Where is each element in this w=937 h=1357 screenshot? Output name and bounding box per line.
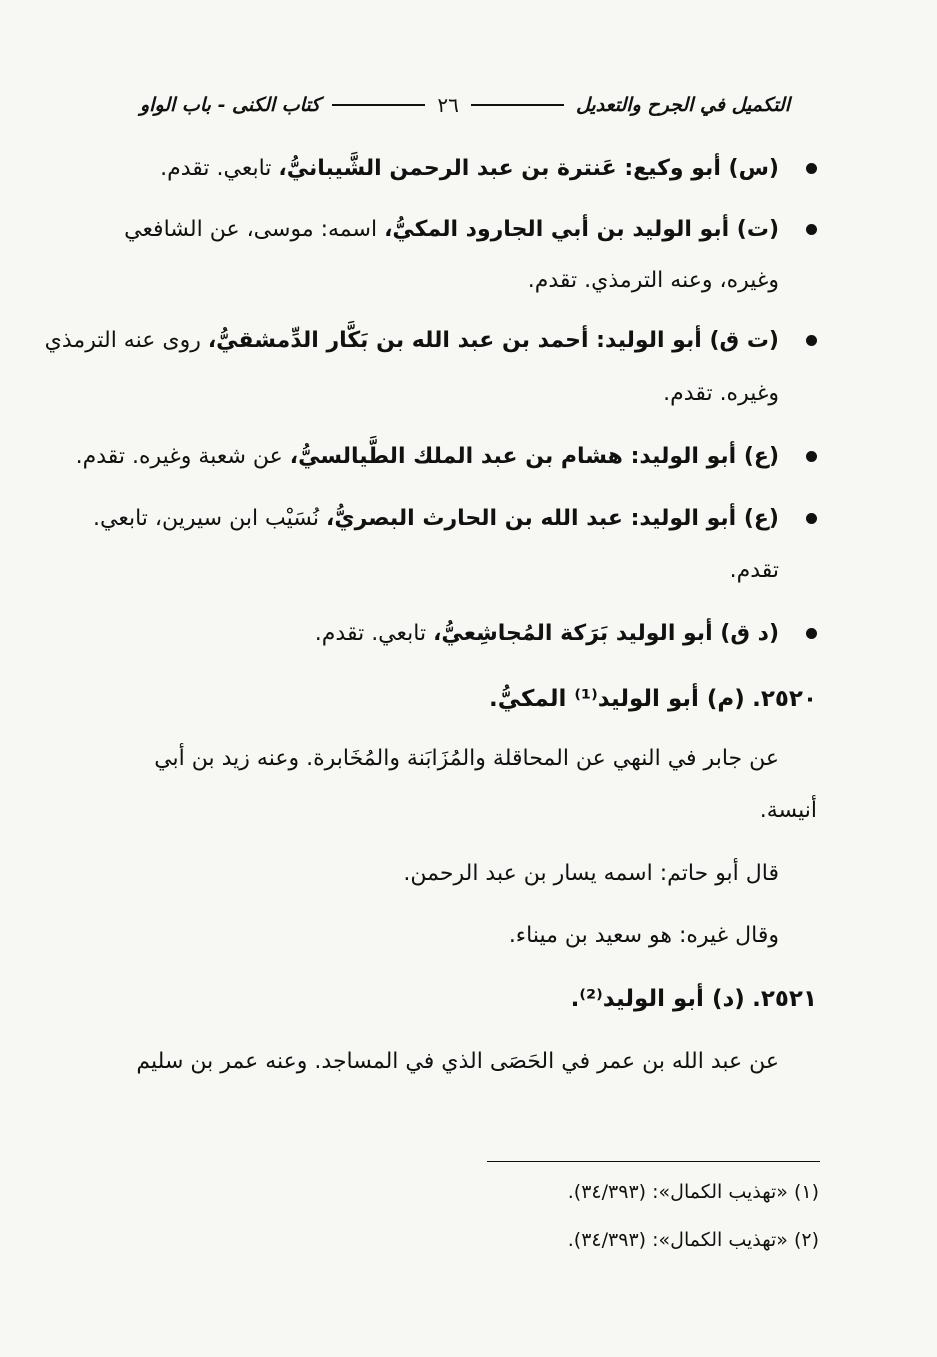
header-dash xyxy=(332,104,425,106)
entry-text: روى عنه الترمذي xyxy=(44,328,208,353)
entry-continuation: وغيره، وعنه الترمذي. تقدم. xyxy=(527,268,779,293)
article-title: (م) أبو الوليد⁽¹⁾ المكيُّ. xyxy=(489,686,745,712)
footnote: (٢) «تهذيب الكمال»: (٣٤/٣٩٣). xyxy=(567,1229,819,1251)
article-heading xyxy=(571,981,817,1017)
entry-line xyxy=(45,323,779,359)
footnote-separator xyxy=(487,1161,820,1162)
entry-text: تابعي. تقدم. xyxy=(160,156,279,181)
article-number: ٢٥٢١. xyxy=(752,986,817,1012)
footnote: (١) «تهذيب الكمال»: (٣٤/٣٩٣). xyxy=(567,1181,819,1203)
entry-text: اسمه: موسى، عن الشافعي xyxy=(124,217,385,242)
entry-label: (س) أبو وكيع: عَنترة بن عبد الرحمن الشَّيبانيُّ، xyxy=(278,156,779,181)
entry-label: (ع) أبو الوليد: عبد الله بن الحارث البصريُّ، xyxy=(326,506,779,531)
bullet-icon xyxy=(806,224,817,235)
page-number: ٢٦ xyxy=(437,93,459,117)
article-body: عن جابر في النهي عن المحاقلة والمُزَابَنة والمُخَابرة. وعنه زيد بن أبي xyxy=(154,746,779,771)
bullet-icon xyxy=(806,335,817,346)
entry-continuation: تقدم. xyxy=(729,558,779,583)
entry-line xyxy=(124,212,779,248)
bullet-icon xyxy=(806,513,817,524)
header-book-title: التكميل في الجرح والتعديل xyxy=(575,94,790,116)
bullet-icon xyxy=(806,451,817,462)
entry-label: (ع) أبو الوليد: هشام بن عبد الملك الطَّيالسيُّ، xyxy=(289,444,779,469)
article-quote: قال أبو حاتم: اسمه يسار بن عبد الرحمن. xyxy=(403,861,779,886)
entry-text: عن شعبة وغيره. تقدم. xyxy=(75,444,290,469)
running-header xyxy=(140,88,790,122)
entry-label: (ت) أبو الوليد بن أبي الجارود المكيُّ، xyxy=(384,217,779,242)
entry-line xyxy=(76,439,779,475)
entry-text: نُسَيْب ابن سيرين، تابعي. xyxy=(93,506,327,531)
article-quote: وقال غيره: هو سعيد بن ميناء. xyxy=(508,923,779,948)
article-body: عن عبد الله بن عمر في الحَصَى الذي في المساجد. وعنه عمر بن سليم xyxy=(136,1049,779,1074)
entry-continuation: وغيره. تقدم. xyxy=(663,381,779,406)
entry-label: (ت ق) أبو الوليد: أحمد بن عبد الله بن بَكَّار الدِّمشقيُّ، xyxy=(207,328,779,353)
article-body: أنيسة. xyxy=(759,798,817,823)
bullet-icon xyxy=(806,628,817,639)
entry-label: (د ق) أبو الوليد بَرَكة المُجاشِعيُّ، xyxy=(433,621,779,646)
article-number: ٢٥٢٠. xyxy=(752,686,817,712)
entry-line xyxy=(315,616,779,652)
header-section-title: كتاب الكنى - باب الواو xyxy=(139,94,321,116)
header-dash xyxy=(471,104,564,106)
entry-text: تابعي. تقدم. xyxy=(314,621,434,646)
bullet-icon xyxy=(806,163,817,174)
article-title: (د) أبو الوليد⁽²⁾. xyxy=(570,986,745,1012)
entry-line xyxy=(160,151,779,187)
entry-line xyxy=(93,501,779,537)
article-heading xyxy=(489,681,817,717)
